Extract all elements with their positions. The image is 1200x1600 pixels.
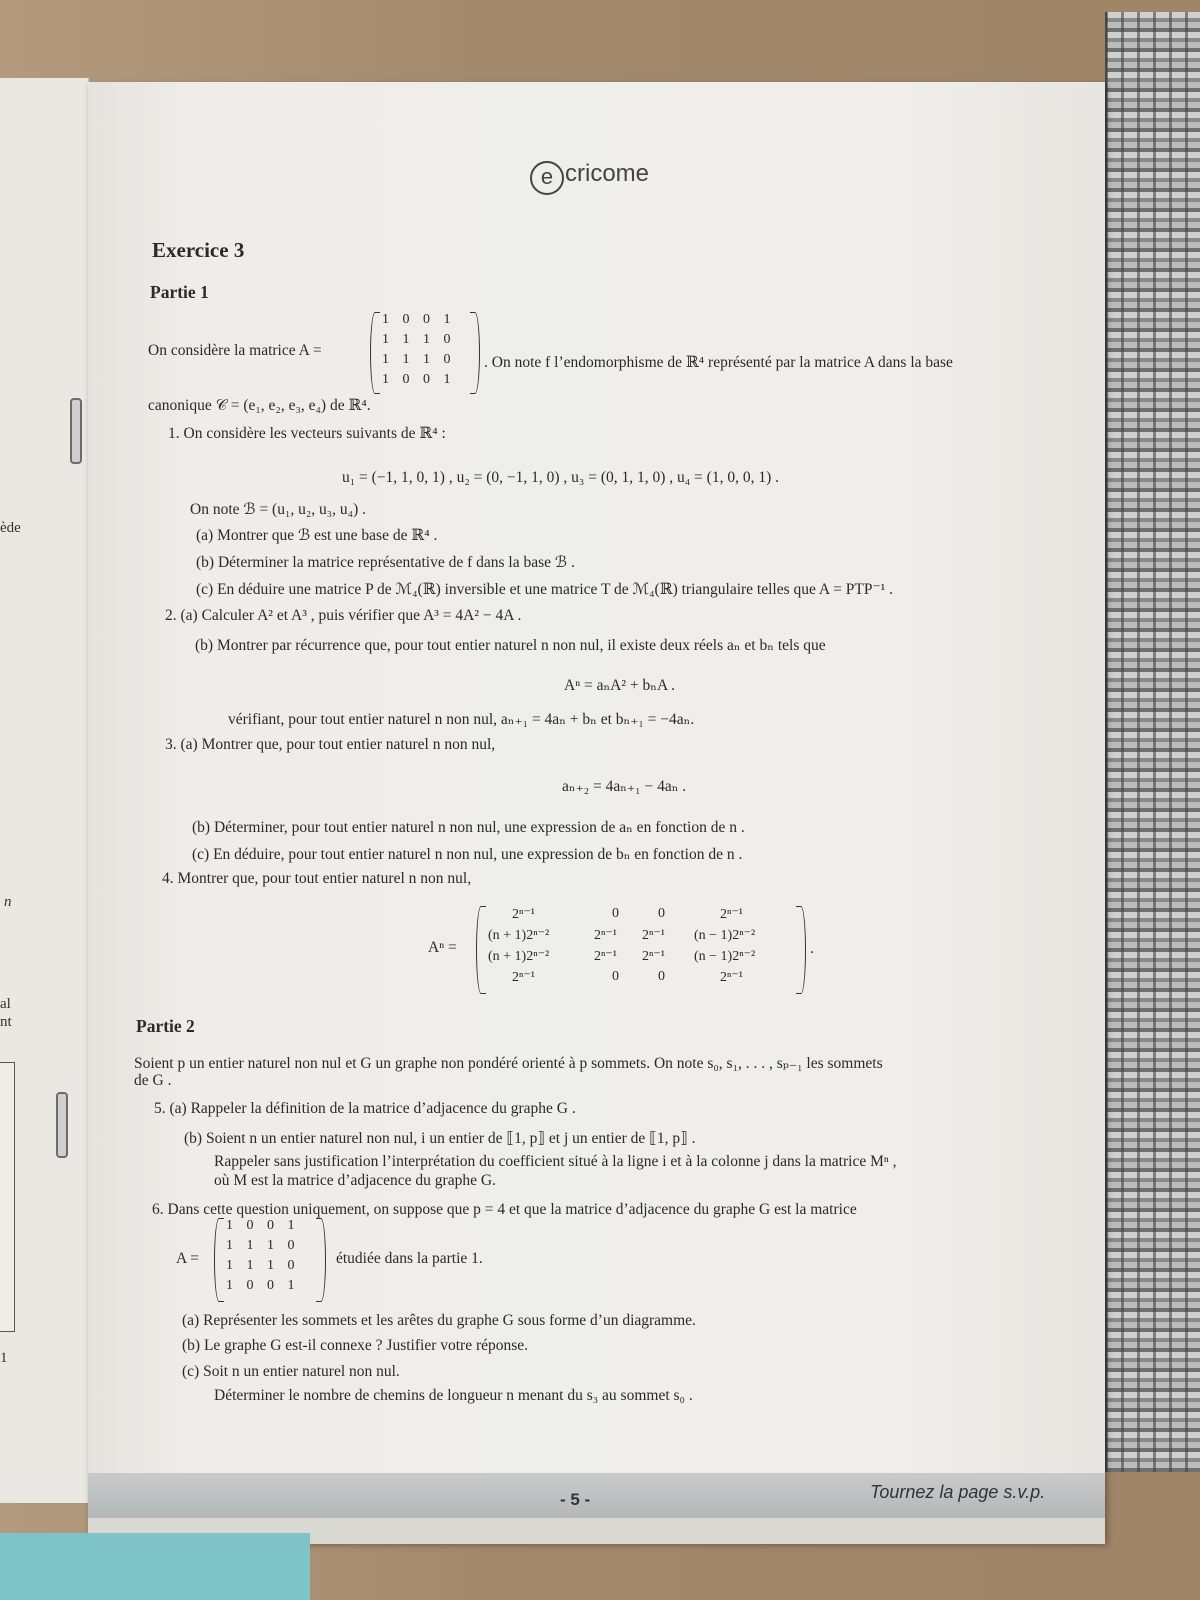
matrix-cell: (n + 1)2ⁿ⁻² bbox=[488, 928, 550, 943]
question-4: 4. Montrer que, pour tout entier naturel n non nul, bbox=[162, 870, 472, 887]
page-number: - 5 - bbox=[560, 1490, 591, 1509]
q2b-formula: Aⁿ = aₙA² + bₙA . bbox=[564, 677, 676, 694]
matrix-cell: (n + 1)2ⁿ⁻² bbox=[488, 949, 550, 964]
matrix-row: 1 0 0 1 bbox=[226, 1218, 295, 1233]
left-paren bbox=[476, 906, 486, 994]
matrix-cell: 0 bbox=[658, 969, 665, 984]
left-fragment: nt bbox=[0, 1014, 12, 1030]
blue-card bbox=[0, 1533, 310, 1600]
left-fragment: n bbox=[4, 894, 12, 910]
matrix-cell: 0 bbox=[612, 906, 619, 921]
matrix-row: 1 1 1 0 bbox=[226, 1258, 295, 1273]
right-paren bbox=[470, 312, 480, 394]
question-5a: 5. (a) Rappeler la définition de la matrice d’adjacence du graphe G . bbox=[154, 1100, 576, 1117]
q1-note: On note ℬ = (u₁, u₂, u₃, u₄) . bbox=[190, 501, 366, 518]
matrix-cell: 2ⁿ⁻¹ bbox=[512, 970, 535, 985]
question-1c: (c) En déduire une matrice P de ℳ₄(ℝ) inversible et une matrice T de ℳ₄(ℝ) triangulaire telles que A = PTP⁻¹ . bbox=[196, 581, 894, 598]
matrix-cell: 2ⁿ⁻¹ bbox=[720, 907, 743, 922]
matrix-row: 1 1 1 0 bbox=[382, 352, 451, 367]
matrix-cell: 2ⁿ⁻¹ bbox=[512, 907, 535, 922]
matrix-A-part2 bbox=[214, 1218, 326, 1302]
matrix-cell: 2ⁿ⁻¹ bbox=[720, 970, 743, 985]
question-1a: (a) Montrer que ℬ est une base de ℝ⁴ . bbox=[196, 527, 438, 544]
matrix-An bbox=[476, 906, 806, 994]
question-5b-line2: Rappeler sans justification l’interprétation du coefficient situé à la ligne i et à la colonne j dans la matrice Mⁿ , bbox=[214, 1153, 897, 1170]
matrix-row: 1 0 0 1 bbox=[226, 1278, 295, 1293]
question-6a: (a) Représenter les sommets et les arêtes du graphe G sous forme d’un diagramme. bbox=[182, 1312, 696, 1329]
part2-intro-line2: de G . bbox=[134, 1072, 172, 1089]
left-paren bbox=[370, 312, 380, 394]
question-3a: 3. (a) Montrer que, pour tout entier naturel n non nul, bbox=[165, 736, 496, 753]
left-page-box bbox=[0, 1062, 15, 1332]
matrix-cell: 2ⁿ⁻¹ bbox=[642, 928, 665, 943]
question-5b-line3: où M est la matrice d’adjacence du graphe G. bbox=[214, 1172, 496, 1189]
part1-intro-c: canonique 𝒞 = (e₁, e₂, e₃, e₄) de ℝ⁴. bbox=[148, 397, 371, 414]
matrix-cell: (n − 1)2ⁿ⁻² bbox=[694, 949, 756, 964]
left-paren bbox=[214, 1218, 224, 1302]
left-fragment: al bbox=[0, 996, 11, 1012]
matrix-cell: 0 bbox=[658, 906, 665, 921]
matrix-cell: 2ⁿ⁻¹ bbox=[642, 949, 665, 964]
q3a-formula: aₙ₊₂ = 4aₙ₊₁ − 4aₙ . bbox=[562, 778, 687, 795]
matrix-row: 1 0 0 1 bbox=[382, 312, 451, 327]
question-6c: (c) Soit n un entier naturel non nul. bbox=[182, 1363, 400, 1380]
question-1b: (b) Déterminer la matrice représentative de f dans la base ℬ . bbox=[196, 554, 575, 571]
q4-end: . bbox=[810, 940, 814, 957]
question-2a: 2. (a) Calculer A² et A³ , puis vérifier que A³ = 4A² − 4A . bbox=[165, 607, 522, 624]
part1-intro-a: On considère la matrice A = bbox=[148, 342, 322, 359]
question-5b: (b) Soient n un entier naturel non nul, i un entier de ⟦1, p⟧ et j un entier de ⟦1, p⟧ . bbox=[184, 1130, 696, 1147]
question-3b: (b) Déterminer, pour tout entier naturel n non nul, une expression de aₙ en fonction de n . bbox=[192, 819, 745, 836]
turn-page-note: Tournez la page s.v.p. bbox=[870, 1482, 1046, 1502]
part1-heading: Partie 1 bbox=[150, 282, 209, 302]
ecricome-logo bbox=[530, 160, 649, 195]
exercise-title: Exercice 3 bbox=[152, 238, 245, 262]
question-6: 6. Dans cette question uniquement, on suppose que p = 4 et que la matrice d’adjacence du graphe G est la matrice bbox=[152, 1201, 857, 1218]
matrix-A bbox=[370, 312, 480, 394]
question-1: 1. On considère les vecteurs suivants de ℝ⁴ : bbox=[168, 425, 446, 442]
part2-intro-line1: Soient p un entier naturel non nul et G un graphe non pondéré orienté à p sommets. On note s₀, s₁, . . . , sₚ₋₁ les sommets bbox=[134, 1055, 883, 1072]
question-3c: (c) En déduire, pour tout entier naturel n non nul, une expression de bₙ en fonction de n . bbox=[192, 846, 743, 863]
left-fragment: ède bbox=[0, 520, 21, 536]
part2-heading: Partie 2 bbox=[136, 1016, 195, 1036]
matrix-cell: (n − 1)2ⁿ⁻² bbox=[694, 928, 756, 943]
q1-vectors: u₁ = (−1, 1, 0, 1) , u₂ = (0, −1, 1, 0) , u₃ = (0, 1, 1, 0) , u₄ = (1, 0, 0, 1) . bbox=[342, 469, 779, 486]
question-6b: (b) Le graphe G est-il connexe ? Justifier votre réponse. bbox=[182, 1337, 529, 1354]
right-paren bbox=[796, 906, 806, 994]
matrix-row: 1 1 1 0 bbox=[226, 1238, 295, 1253]
q2b-tail: vérifiant, pour tout entier naturel n non nul, aₙ₊₁ = 4aₙ + bₙ et bₙ₊₁ = −4aₙ. bbox=[228, 711, 695, 728]
logo-text: cricome bbox=[565, 160, 650, 187]
q6-rhs: étudiée dans la partie 1. bbox=[336, 1250, 483, 1267]
left-fragment: 1 bbox=[0, 1350, 8, 1366]
matrix-cell: 2ⁿ⁻¹ bbox=[594, 949, 617, 964]
woven-placemat-overlay bbox=[1105, 12, 1200, 1472]
right-paren bbox=[316, 1218, 326, 1302]
matrix-row: 1 1 1 0 bbox=[382, 332, 451, 347]
question-6c-line2: Déterminer le nombre de chemins de longueur n menant du s₃ au sommet s₀ . bbox=[214, 1387, 693, 1404]
matrix-row: 1 0 0 1 bbox=[382, 372, 451, 387]
question-2b: (b) Montrer par récurrence que, pour tout entier naturel n non nul, il existe deux réels aₙ et bₙ tels que bbox=[195, 637, 826, 654]
staple bbox=[56, 1092, 68, 1158]
matrix-cell: 0 bbox=[612, 969, 619, 984]
logo-mark: e bbox=[530, 161, 564, 195]
staple bbox=[70, 398, 82, 464]
q6-lhs: A = bbox=[176, 1250, 199, 1267]
matrix-cell: 2ⁿ⁻¹ bbox=[594, 928, 617, 943]
q4-lhs: Aⁿ = bbox=[428, 939, 457, 956]
part1-intro-b: . On note f l’endomorphisme de ℝ⁴ représenté par la matrice A dans la base bbox=[484, 354, 953, 371]
